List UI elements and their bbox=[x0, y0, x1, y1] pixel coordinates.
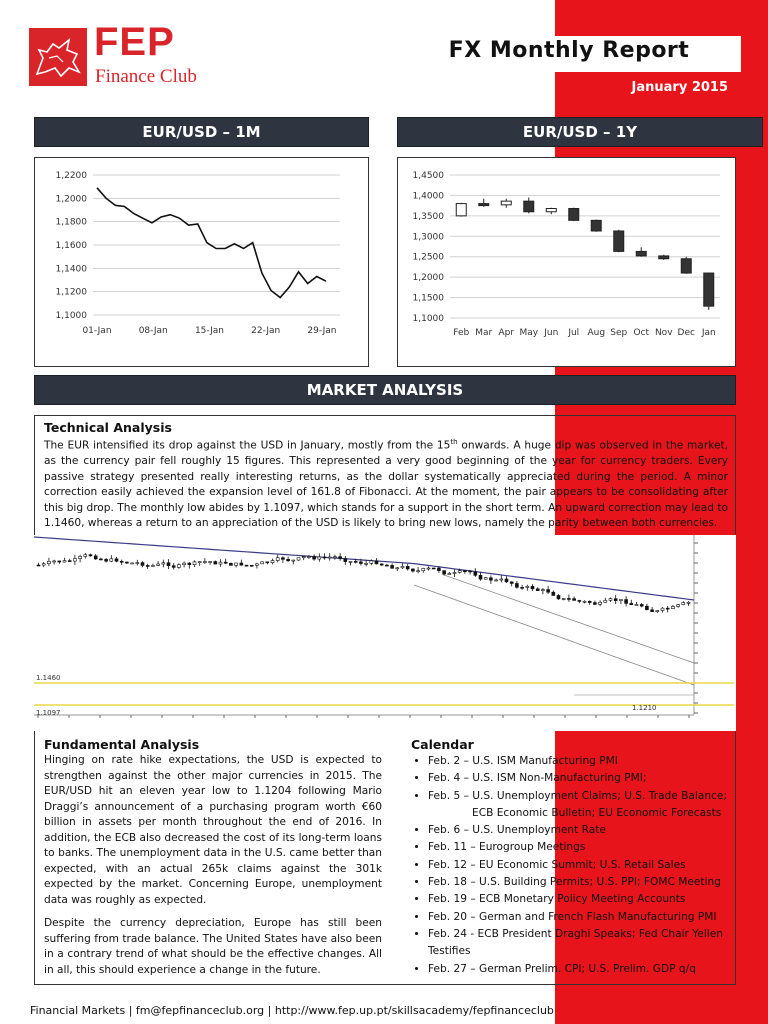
candle-body bbox=[463, 571, 466, 572]
series-line bbox=[97, 188, 326, 298]
candle-body bbox=[229, 563, 232, 565]
x-tick-label: 29-Jan bbox=[307, 326, 337, 336]
candle-body bbox=[635, 604, 638, 605]
report-title: FX Monthly Report bbox=[448, 38, 690, 63]
candle-body bbox=[177, 565, 180, 568]
candle-body bbox=[120, 561, 123, 562]
trend-line bbox=[414, 585, 694, 685]
candle-body bbox=[401, 566, 404, 567]
candle-body bbox=[484, 578, 487, 579]
x-tick-label: Sep bbox=[610, 328, 628, 338]
candle-body bbox=[359, 562, 362, 564]
candle-body bbox=[422, 568, 425, 570]
calendar-item: • Feb. 4 – U.S. ISM Non-Manufacturing PMI; bbox=[428, 770, 728, 787]
candle-body bbox=[328, 557, 331, 558]
level-label-mid: 1.1210 bbox=[632, 704, 657, 712]
candle-body bbox=[172, 566, 175, 568]
logo-text: FEP bbox=[94, 20, 175, 64]
candle-body bbox=[636, 251, 646, 255]
candle-body bbox=[313, 556, 316, 559]
y-tick-label: 1,1800 bbox=[55, 217, 87, 228]
calendar-item: • Feb. 11 – Eurogroup Meetings bbox=[428, 839, 728, 856]
candle-body bbox=[89, 555, 92, 556]
y-tick-label: 1,2000 bbox=[412, 273, 444, 284]
candle-body bbox=[651, 610, 654, 612]
candle-body bbox=[593, 603, 596, 605]
candle-body bbox=[385, 565, 388, 566]
x-tick-label: Jan bbox=[701, 328, 716, 338]
candle-body bbox=[531, 586, 534, 589]
candle-body bbox=[250, 565, 253, 566]
candle-body bbox=[614, 231, 624, 251]
candle-body bbox=[567, 598, 570, 599]
candle-body bbox=[68, 561, 71, 562]
candle-body bbox=[417, 571, 420, 572]
candle-body bbox=[489, 578, 492, 580]
candle-body bbox=[73, 559, 76, 562]
candle-body bbox=[681, 259, 691, 273]
candle-body bbox=[271, 561, 274, 563]
candle-body bbox=[53, 561, 56, 562]
candle-body bbox=[645, 606, 648, 610]
logo-subtitle: Finance Club bbox=[95, 66, 197, 87]
candle-body bbox=[94, 556, 97, 559]
candle-body bbox=[99, 559, 102, 560]
candle-body bbox=[640, 604, 643, 606]
candle-body bbox=[58, 561, 61, 562]
candle-body bbox=[146, 565, 149, 566]
technical-chart-svg bbox=[34, 535, 736, 731]
fundamental-paragraph-2: Despite the currency depreciation, Europe has still been suffering from trade balance. The United States have also been in a contrary trend of what should be the effective changes. All in all, this should experience a change in the future. bbox=[44, 917, 382, 976]
candle-body bbox=[630, 603, 633, 604]
calendar-list bbox=[410, 753, 728, 978]
candle-body bbox=[370, 561, 373, 564]
candle-body bbox=[456, 204, 466, 216]
y-tick-label: 1,1000 bbox=[412, 314, 444, 324]
calendar-item: • Feb. 2 – U.S. ISM Manufacturing PMI bbox=[428, 753, 728, 770]
candle-body bbox=[591, 220, 601, 231]
candle-body bbox=[318, 557, 321, 559]
candle-body bbox=[411, 569, 414, 571]
x-tick-label: Aug bbox=[587, 328, 606, 338]
candle-body bbox=[547, 590, 550, 593]
chart-1m-header: EUR/USD – 1M bbox=[34, 117, 369, 147]
candle-body bbox=[432, 568, 435, 569]
candle-body bbox=[365, 563, 368, 564]
candle-body bbox=[437, 568, 440, 571]
chart-1m bbox=[34, 157, 369, 367]
chart-1y bbox=[397, 157, 736, 367]
logo-bull-icon bbox=[29, 28, 87, 86]
calendar-item: • Feb. 19 – ECB Monetary Policy Meeting Accounts bbox=[428, 891, 728, 908]
x-tick-label: Jun bbox=[544, 328, 559, 338]
y-tick-label: 1,2200 bbox=[55, 171, 87, 181]
candle-body bbox=[162, 563, 165, 564]
y-tick-label: 1,2500 bbox=[412, 252, 444, 263]
level-label-upper: 1.1460 bbox=[36, 674, 61, 682]
candle-body bbox=[188, 563, 191, 565]
candle-body bbox=[110, 559, 113, 561]
technical-chart bbox=[34, 535, 736, 731]
candle-body bbox=[541, 590, 544, 591]
y-tick-label: 1,1500 bbox=[412, 293, 444, 304]
candle-body bbox=[521, 587, 524, 588]
candle-body bbox=[183, 563, 186, 565]
y-tick-label: 1,1600 bbox=[55, 241, 87, 251]
candle-body bbox=[266, 562, 269, 563]
candle-body bbox=[276, 558, 279, 561]
x-tick-label: Feb bbox=[453, 328, 470, 338]
candle-body bbox=[131, 563, 134, 564]
technical-text-superscript: th bbox=[450, 438, 458, 446]
market-analysis-header: MARKET ANALYSIS bbox=[34, 375, 736, 405]
candle-body bbox=[661, 608, 664, 610]
candle-body bbox=[79, 556, 82, 558]
candle-body bbox=[167, 563, 170, 566]
candle-body bbox=[349, 561, 352, 562]
candle-body bbox=[453, 572, 456, 573]
candle-body bbox=[307, 556, 310, 557]
candle-body bbox=[375, 561, 378, 564]
price-axis bbox=[694, 535, 736, 731]
x-tick-label: Apr bbox=[498, 328, 515, 338]
candle-body bbox=[656, 610, 659, 611]
calendar-item-text: Feb. 5 – U.S. Unemployment Claims; U.S. Trade Balance; bbox=[428, 789, 727, 802]
candle-body bbox=[63, 561, 66, 562]
candle-body bbox=[515, 583, 518, 587]
candle-body bbox=[569, 209, 579, 221]
calendar-item: • Feb. 27 – German Prelim. CPI; U.S. Prelim. GDP q/q bbox=[428, 961, 728, 978]
candle-body bbox=[224, 562, 227, 563]
y-tick-label: 1,3500 bbox=[412, 211, 444, 222]
candle-body bbox=[380, 564, 383, 565]
calendar-item: • Feb. 18 – U.S. Building Permits; U.S. PPI; FOMC Meeting bbox=[428, 874, 728, 891]
candle-body bbox=[354, 561, 357, 562]
y-tick-label: 1,2000 bbox=[55, 194, 87, 205]
candle-body bbox=[235, 563, 238, 565]
candle-body bbox=[214, 562, 217, 565]
candle-body bbox=[588, 601, 591, 602]
candle-body bbox=[704, 273, 714, 306]
candle-body bbox=[297, 558, 300, 560]
y-tick-label: 1,1200 bbox=[55, 287, 87, 298]
candle-body bbox=[193, 562, 196, 565]
candle-body bbox=[687, 602, 690, 603]
candle-body bbox=[552, 592, 555, 595]
candle-body bbox=[562, 598, 565, 599]
candle-body bbox=[557, 595, 560, 598]
moving-average-line bbox=[34, 537, 694, 600]
candle-body bbox=[524, 201, 534, 212]
candle-body bbox=[157, 564, 160, 565]
x-tick-label: Dec bbox=[677, 328, 695, 338]
candle-body bbox=[469, 571, 472, 572]
candle-body bbox=[406, 566, 409, 569]
calendar-item: • Feb. 12 – EU Economic Summit; U.S. Retail Sales bbox=[428, 857, 728, 874]
x-tick-label: Oct bbox=[633, 328, 650, 338]
candle-body bbox=[501, 201, 511, 205]
candle-body bbox=[240, 563, 243, 565]
candle-body bbox=[479, 575, 482, 579]
x-tick-label: May bbox=[519, 328, 539, 338]
candle-body bbox=[526, 586, 529, 587]
candle-body bbox=[323, 557, 326, 558]
x-tick-label: 08-Jan bbox=[138, 326, 168, 336]
calendar-title: Calendar bbox=[411, 737, 474, 752]
calendar-item bbox=[428, 788, 728, 823]
candle-body bbox=[625, 600, 628, 604]
candle-body bbox=[198, 562, 201, 563]
candle-body bbox=[203, 562, 206, 563]
candle-body bbox=[659, 256, 669, 259]
candle-body bbox=[115, 559, 118, 561]
candle-body bbox=[614, 599, 617, 601]
candle-body bbox=[292, 560, 295, 561]
candle-body bbox=[209, 562, 212, 563]
candle-body bbox=[505, 579, 508, 582]
candle-body bbox=[458, 571, 461, 573]
candle-body bbox=[84, 555, 87, 557]
candle-body bbox=[609, 599, 612, 601]
technical-text-part-b: onwards. A huge dip was observed in the market, as the currency pair fell roughly 15 figures. This represented a very good beginning of the year for currency traders. Every passive strategy presented really interesting returns, as the dollar systematically appreciated during the period. A minor correction easily achieved the expansion level of 161.8 of Fibonacci. At the moment, the pair appears to be consolidating after this big drop. The monthly low abides by 1.1097, which stands for a support in the short term. An upward correction may lead to 1.1460, whereas a return to an appreciation of the USD is likely to bring new lows, namely the parity between both currencies. bbox=[44, 439, 728, 530]
candle-body bbox=[37, 565, 40, 566]
candle-body bbox=[261, 562, 264, 564]
trend-line bbox=[444, 575, 694, 663]
candle-body bbox=[495, 580, 498, 581]
report-date: January 2015 bbox=[631, 80, 728, 95]
candle-body bbox=[396, 568, 399, 569]
x-tick-label: 22-Jan bbox=[251, 326, 281, 336]
calendar-item: • Feb. 6 – U.S. Unemployment Rate bbox=[428, 822, 728, 839]
x-tick-label: 01-Jan bbox=[82, 326, 112, 336]
candle-body bbox=[671, 606, 674, 608]
technical-analysis-text bbox=[44, 435, 728, 532]
chart-1m-svg bbox=[35, 158, 368, 366]
candle-body bbox=[500, 579, 503, 580]
fundamental-analysis-title: Fundamental Analysis bbox=[44, 737, 200, 752]
candle-body bbox=[443, 571, 446, 575]
candle-body bbox=[474, 572, 477, 575]
candle-body bbox=[47, 561, 50, 563]
candle-body bbox=[682, 603, 685, 605]
calendar-item: • Feb. 20 – German and French Flash Manufacturing PMI bbox=[428, 909, 728, 926]
candle-body bbox=[604, 600, 607, 602]
chart-1y-header: EUR/USD – 1Y bbox=[397, 117, 763, 147]
candle-body bbox=[510, 582, 513, 584]
y-tick-label: 1,1400 bbox=[55, 264, 87, 275]
calendar-item-continuation: ECB Economic Bulletin; EU Economic Forecasts bbox=[472, 806, 722, 819]
candle-body bbox=[391, 565, 394, 568]
candle-body bbox=[578, 600, 581, 601]
candle-body bbox=[573, 599, 576, 601]
candle-body bbox=[219, 562, 222, 564]
y-tick-label: 1,3000 bbox=[412, 232, 444, 243]
x-tick-label: Jul bbox=[568, 328, 580, 338]
candle-body bbox=[245, 565, 248, 566]
candle-body bbox=[151, 565, 154, 566]
candle-body bbox=[677, 605, 680, 607]
candle-body bbox=[583, 601, 586, 602]
candle-body bbox=[479, 204, 489, 206]
candle-body bbox=[536, 589, 539, 591]
y-tick-label: 1,1000 bbox=[55, 311, 87, 321]
candle-body bbox=[136, 563, 139, 564]
candle-body bbox=[619, 600, 622, 601]
candle-body bbox=[427, 568, 430, 569]
candle-body bbox=[344, 559, 347, 562]
x-tick-label: 15-Jan bbox=[194, 326, 225, 336]
footer-text: Financial Markets | fm@fepfinanceclub.org | http://www.fep.up.pt/skillsacademy/fepfinanceclub bbox=[30, 1004, 554, 1017]
candle-body bbox=[287, 559, 290, 560]
candle-body bbox=[546, 209, 556, 212]
candle-body bbox=[666, 608, 669, 609]
x-tick-label: Nov bbox=[654, 328, 673, 338]
technical-text-part-a: The EUR intensified its drop against the USD in January, mostly from the 15 bbox=[44, 439, 451, 452]
technical-analysis-title: Technical Analysis bbox=[44, 420, 172, 435]
candle-body bbox=[302, 557, 305, 558]
fundamental-paragraph-1: Hinging on rate hike expectations, the USD is expected to strengthen against the other major currencies in 2015. The EUR/USD hit an eleven year low to 1.1204 following Mario Draggi’s announcement of a purchasing program worth €60 billion in assets per month throughout the end of 2016. In addition, the ECB also decreased the cost of its long-term loans to banks. The unemployment data in the U.S. came better than expected, with an actual 265k claims against the 301k expected by the market. Concerning Europe, unemployment data was roughly as expected. bbox=[44, 754, 382, 906]
chart-1y-svg bbox=[398, 158, 735, 366]
candle-body bbox=[141, 563, 144, 566]
calendar-item: • Feb. 24 - ECB President Draghi Speaks; Fed Chair Yellen Testifies bbox=[428, 926, 728, 961]
x-tick-label: Mar bbox=[475, 328, 493, 338]
candle-body bbox=[281, 558, 284, 560]
y-tick-label: 1,4000 bbox=[412, 191, 444, 202]
candle-body bbox=[448, 574, 451, 575]
candle-body bbox=[125, 562, 128, 563]
candle-body bbox=[105, 559, 108, 561]
candle-body bbox=[599, 602, 602, 604]
candle-body bbox=[339, 557, 342, 559]
candle-body bbox=[333, 557, 336, 558]
candle-body bbox=[42, 564, 45, 565]
level-label-lower: 1.1097 bbox=[36, 709, 61, 717]
candle-body bbox=[255, 564, 258, 565]
y-tick-label: 1,4500 bbox=[412, 171, 444, 181]
